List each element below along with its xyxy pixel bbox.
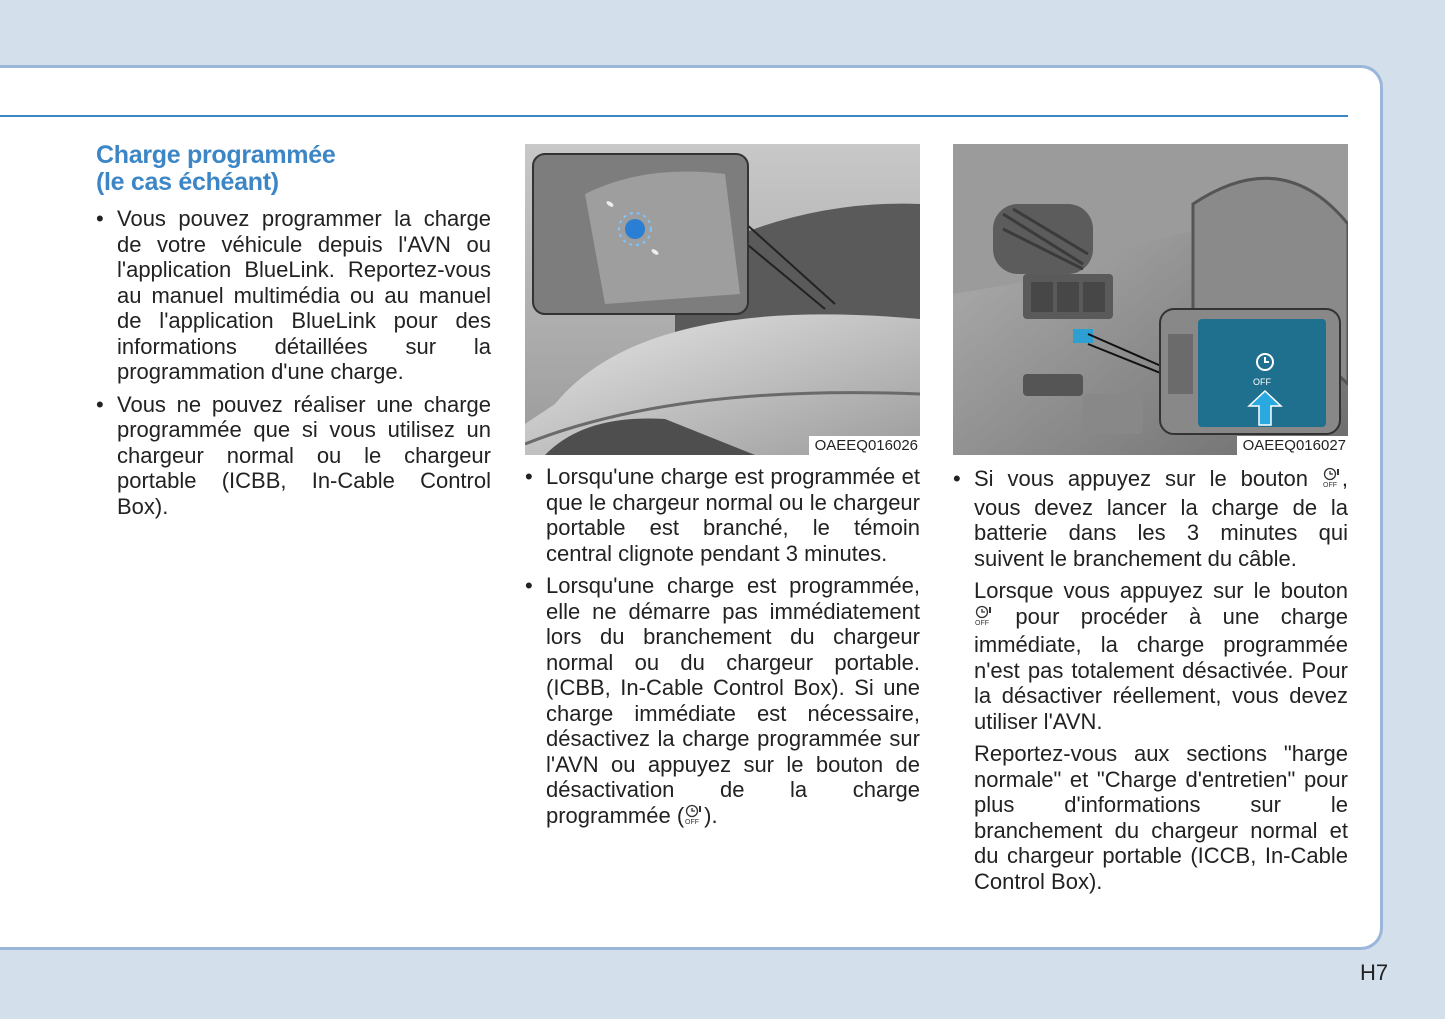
figure-dashboard-button [953, 144, 1348, 455]
svg-text:OFF: OFF [1253, 377, 1271, 387]
figure-code: OAEEQ016027 [1237, 436, 1348, 455]
figure-charge-indicator [525, 144, 920, 455]
svg-text:OFF: OFF [975, 619, 989, 627]
dashboard-illustration [953, 144, 1348, 455]
scheduled-charge-off-icon [684, 804, 704, 832]
column-3 [953, 466, 1348, 894]
header-rule [0, 115, 1348, 117]
scheduled-charge-off-icon [1322, 467, 1342, 495]
car-front-illustration [525, 144, 920, 455]
bullet-item: • Vous ne pouvez réaliser une charge programmée que si vous utilisez un chargeur normal ou le chargeur portable (ICBB, In-Cable Control Box). [96, 392, 491, 520]
bullet-item: • Lorsqu'une charge est programmée et que le chargeur normal ou le chargeur portable est branché, le témoin central clignote pendant 3 minutes. [525, 464, 920, 566]
charge-indicator-light [625, 219, 645, 239]
page-number: H7 [1360, 960, 1389, 985]
svg-text:OFF: OFF [685, 818, 700, 826]
bullet-item: • Si vous appuyez sur le bouton OFF , vous devez lancer la charge de la batterie dans les 3 minutes qui suivent le branchement du câble. [953, 466, 1348, 571]
section-title: Charge programmée (le cas échéant) [96, 141, 336, 196]
scheduled-charge-off-icon [974, 605, 994, 633]
paragraph: Reportez-vous aux sections "harge normale" et "Charge d'entretien" pour plus d'informations sur le branchement du chargeur normal et du chargeur portable (ICCB, In-Cable Control Box). [974, 741, 1348, 894]
paragraph: Lorsque vous appuyez sur le bouton OFF pour procéder à une charge immédiate, la charge programmée n'est pas totalement désactivée. Pour la désactiver réellement, vous devez utiliser l'AVN. [974, 578, 1348, 734]
figure-code: OAEEQ016026 [809, 436, 920, 455]
bullet-item: • Lorsqu'une charge est programmée, elle ne démarre pas immédiatement lors du branchement du chargeur normal ou du chargeur portable. (ICBB, In-Cable Control Box). Si une charge immédiate est nécessaire, désactivez la charge programmée sur l'AVN ou appuyez sur le bouton de désactivation de la charge programmée ( OFF ). [525, 573, 920, 831]
svg-text:OFF: OFF [1322, 482, 1337, 489]
column-2 [525, 464, 920, 831]
column-1 [96, 206, 491, 519]
bullet-item: • Vous pouvez programmer la charge de votre véhicule depuis l'AVN ou l'application BlueLink. Reportez-vous au manuel multimédia ou au manuel de l'application BlueLink pour des informations détaillées sur la programmation d'une charge. [96, 206, 491, 385]
